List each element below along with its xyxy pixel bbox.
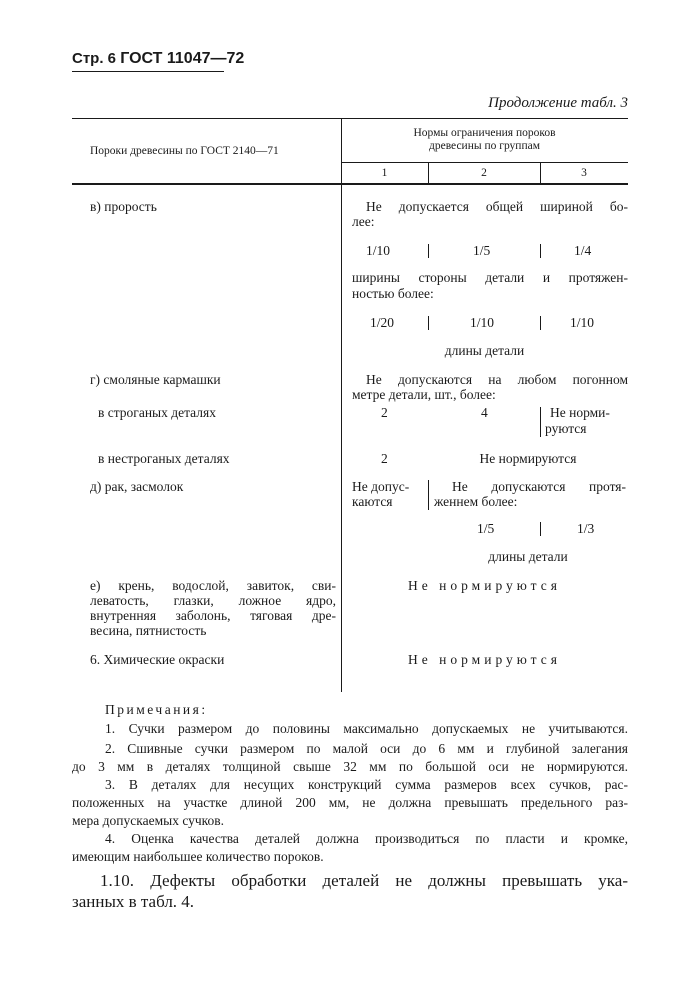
header-underline [72,71,224,72]
unplaned-value-1: 2 [381,451,388,466]
prorost-value-3: 1/4 [574,243,592,258]
canker-footer: длины детали [488,549,568,564]
defect-planed-parts: в строганых деталях [98,405,216,420]
defect-prorost: в) прорость [90,199,157,214]
note-4-line1: 4. Оценка качества деталей должна производиться по пласти и кромке, [105,831,628,846]
defect-compression-wood-line2: леватость, глазки, ложное ядро, [90,593,336,608]
defect-resin-pockets: г) смоляные кармашки [90,372,221,387]
unplaned-value-23: Не нормируются [479,451,577,466]
canker-value-23-line1: Не допускаются протя- [452,479,626,494]
standard-number: ГОСТ 11047—72 [120,50,245,67]
note-4-line2: имеющим наибольшее количество пороков. [72,849,324,864]
note-3-line2: положенных на участке длиной 200 мм, не должна превышать предельного раз- [72,795,628,810]
canker-value-2: 1/5 [477,521,495,536]
resin-pockets-text-2: метре детали, шт., более: [352,387,496,402]
chemical-stains-value: Не нормируются [408,652,561,667]
defect-canker: д) рак, засмолок [90,479,184,494]
planed-value-3-line1: Не норми- [550,405,610,420]
prorost-value-6: 1/10 [570,315,595,330]
prorost-text-3: ширины стороны детали и протяжен- [352,270,628,285]
defect-unplaned-parts: в нестроганых деталях [98,451,230,466]
column-header-defects: Пороки древесины по ГОСТ 2140—71 [90,145,279,157]
section-1-10-line2: занных в табл. 4. [72,892,195,911]
value-separator [428,480,429,510]
resin-pockets-text-1: Не допускаются на любом погонном [366,372,628,387]
table-continuation: Продолжение табл. 3 [488,95,628,111]
group-header-2: 2 [481,167,487,179]
defect-compression-wood-line4: весина, пятнистость [90,623,207,638]
table-vertical-rule [341,118,342,692]
page-header [72,50,244,68]
group-header-3: 3 [581,167,587,179]
column-header-norms-1: Нормы ограничения пороков [413,127,556,139]
value-separator [540,522,541,536]
note-2-line1: 2. Сшивные сучки размером по малой оси до 6 мм и глубиной залегания [105,741,628,756]
prorost-value-2: 1/5 [473,243,491,258]
prorost-text-4: ностью более: [352,286,434,301]
defect-compression-wood-line3: внутренняя заболонь, тяговая дре- [90,608,336,623]
prorost-value-4: 1/20 [370,315,395,330]
section-1-10-line1: 1.10. Дефекты обработки деталей не должны превышать ука- [100,871,628,890]
value-separator [428,244,429,258]
defect-compression-wood-line1: е) крень, водослой, завиток, сви- [90,578,336,593]
column-header-norms-2: древесины по группам [428,140,540,152]
value-separator [428,316,429,330]
group-header-rule [341,162,628,163]
table-header-bottom-rule [72,183,628,185]
compression-wood-value: Не нормируются [408,578,561,593]
note-1: 1. Сучки размером до половины максимально допускаемых не учитываются. [105,721,628,736]
page-number: Стр. 6 [72,50,117,67]
canker-value-3: 1/3 [577,521,595,536]
canker-value-1-line2: каются [352,494,393,509]
canker-value-23-line2: женнем более: [434,494,518,509]
note-3-line3: мера допускаемых сучков. [72,813,225,828]
planed-value-2: 4 [481,405,488,420]
prorost-footer: длины детали [444,343,525,358]
value-separator [540,407,541,437]
note-2-line2: до 3 мм в деталях толщиной свыше 32 мм по большой оси не нормируются. [72,759,628,774]
group-header-1: 1 [381,167,388,179]
value-separator [540,316,541,330]
planed-value-1: 2 [381,405,388,420]
defect-chemical-stains: 6. Химические окраски [90,652,225,667]
prorost-text-1: Не допускается общей шириной бо- [366,199,628,214]
prorost-text-2: лее: [352,214,375,229]
value-separator [540,244,541,258]
canker-value-1-line1: Не допус- [352,479,410,494]
note-3-line1: 3. В деталях для несущих конструкций сумма размеров всех сучков, рас- [105,777,628,792]
planed-value-3-line2: руются [545,421,587,436]
prorost-value-1: 1/10 [366,243,391,258]
table-top-rule [72,118,628,119]
prorost-value-5: 1/10 [470,315,495,330]
notes-title: Примечания: [105,702,208,717]
